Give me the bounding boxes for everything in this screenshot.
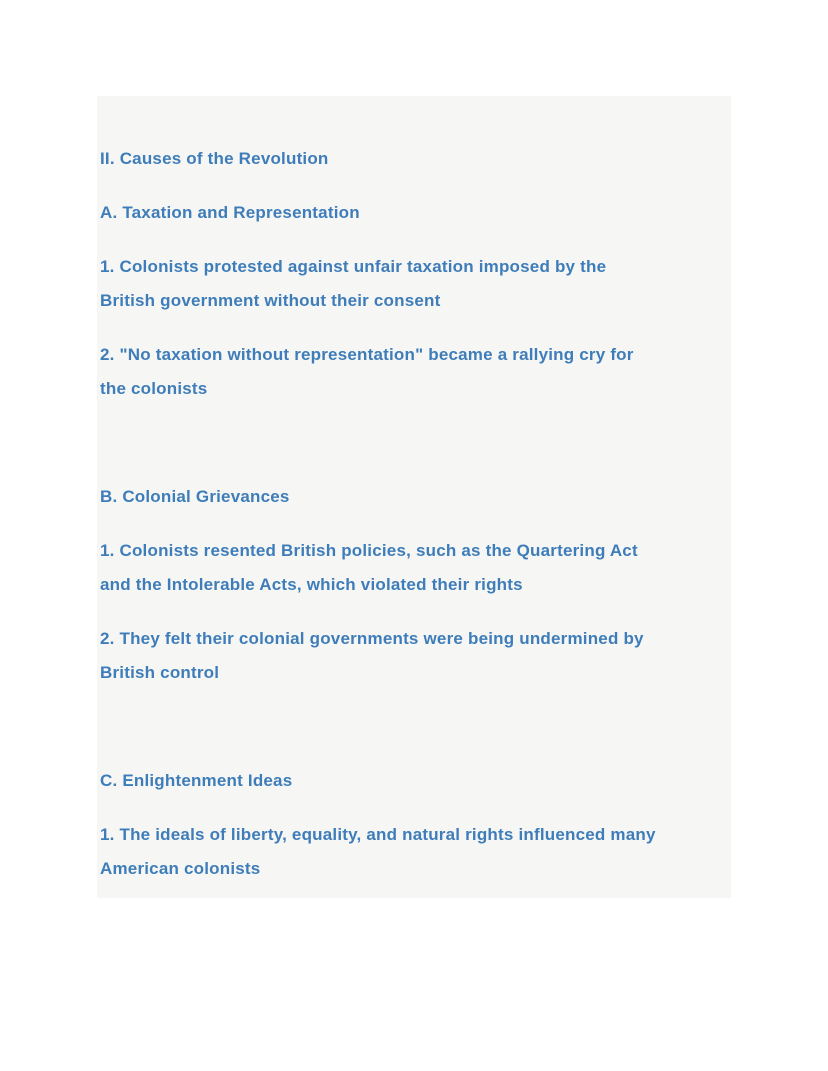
- document-page: [97, 96, 731, 898]
- text-line: American colonists: [100, 859, 261, 878]
- text-line: [100, 426, 725, 460]
- text-line: and the Intolerable Acts, which violated their rights: [100, 575, 523, 594]
- paragraph-item: [100, 338, 725, 406]
- text-line: British government without their consent: [100, 291, 441, 310]
- text-line: C. Enlightenment Ideas: [100, 771, 293, 790]
- paragraph-item: [100, 622, 725, 690]
- text-line: British control: [100, 663, 220, 682]
- text-line: the colonists: [100, 379, 208, 398]
- paragraph-spacer: [100, 426, 725, 460]
- text-line: 1. Colonists resented British policies, such as the Quartering Act: [100, 541, 638, 560]
- text-line: [100, 710, 725, 744]
- paragraph-subheading: [100, 196, 725, 230]
- paragraph-item: [100, 534, 725, 602]
- text-line: 1. Colonists protested against unfair taxation imposed by the: [100, 257, 607, 276]
- paragraph-item: [100, 818, 725, 886]
- text-line: II. Causes of the Revolution: [100, 149, 329, 168]
- paragraph-subheading: [100, 480, 725, 514]
- paragraph-item: [100, 250, 725, 318]
- text-line: 2. They felt their colonial governments were being undermined by: [100, 629, 644, 648]
- paragraph-subheading: [100, 764, 725, 798]
- paragraph-spacer: [100, 710, 725, 744]
- paragraph-heading: [100, 142, 725, 176]
- text-line: 2. "No taxation without representation" became a rallying cry for: [100, 345, 634, 364]
- text-line: B. Colonial Grievances: [100, 487, 290, 506]
- text-line: 1. The ideals of liberty, equality, and natural rights influenced many: [100, 825, 656, 844]
- text-line: A. Taxation and Representation: [100, 203, 360, 222]
